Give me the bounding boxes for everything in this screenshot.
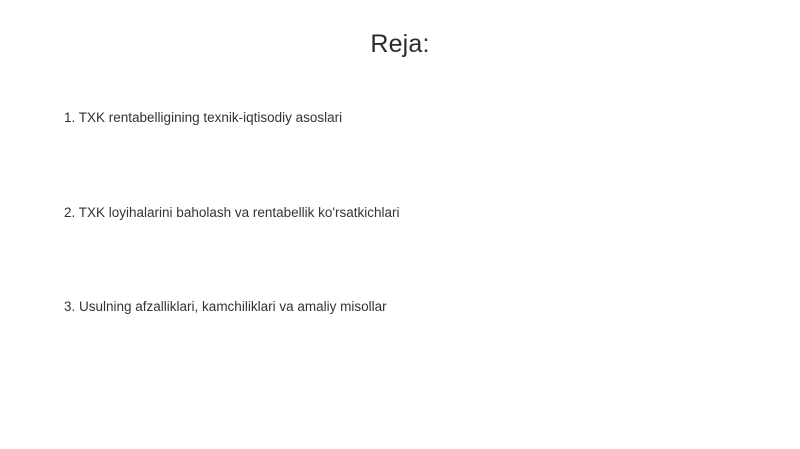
slide-title: Reja: xyxy=(370,30,430,58)
agenda-item-3: 3. Usulning afzalliklari, kamchiliklari va amaliy misollar xyxy=(64,299,387,314)
agenda-item-1: 1. TXK rentabelligining texnik-iqtisodiy asoslari xyxy=(64,110,343,125)
agenda-item-2: 2. TXK loyihalarini baholash va rentabellik ko'rsatkichlari xyxy=(64,205,400,220)
